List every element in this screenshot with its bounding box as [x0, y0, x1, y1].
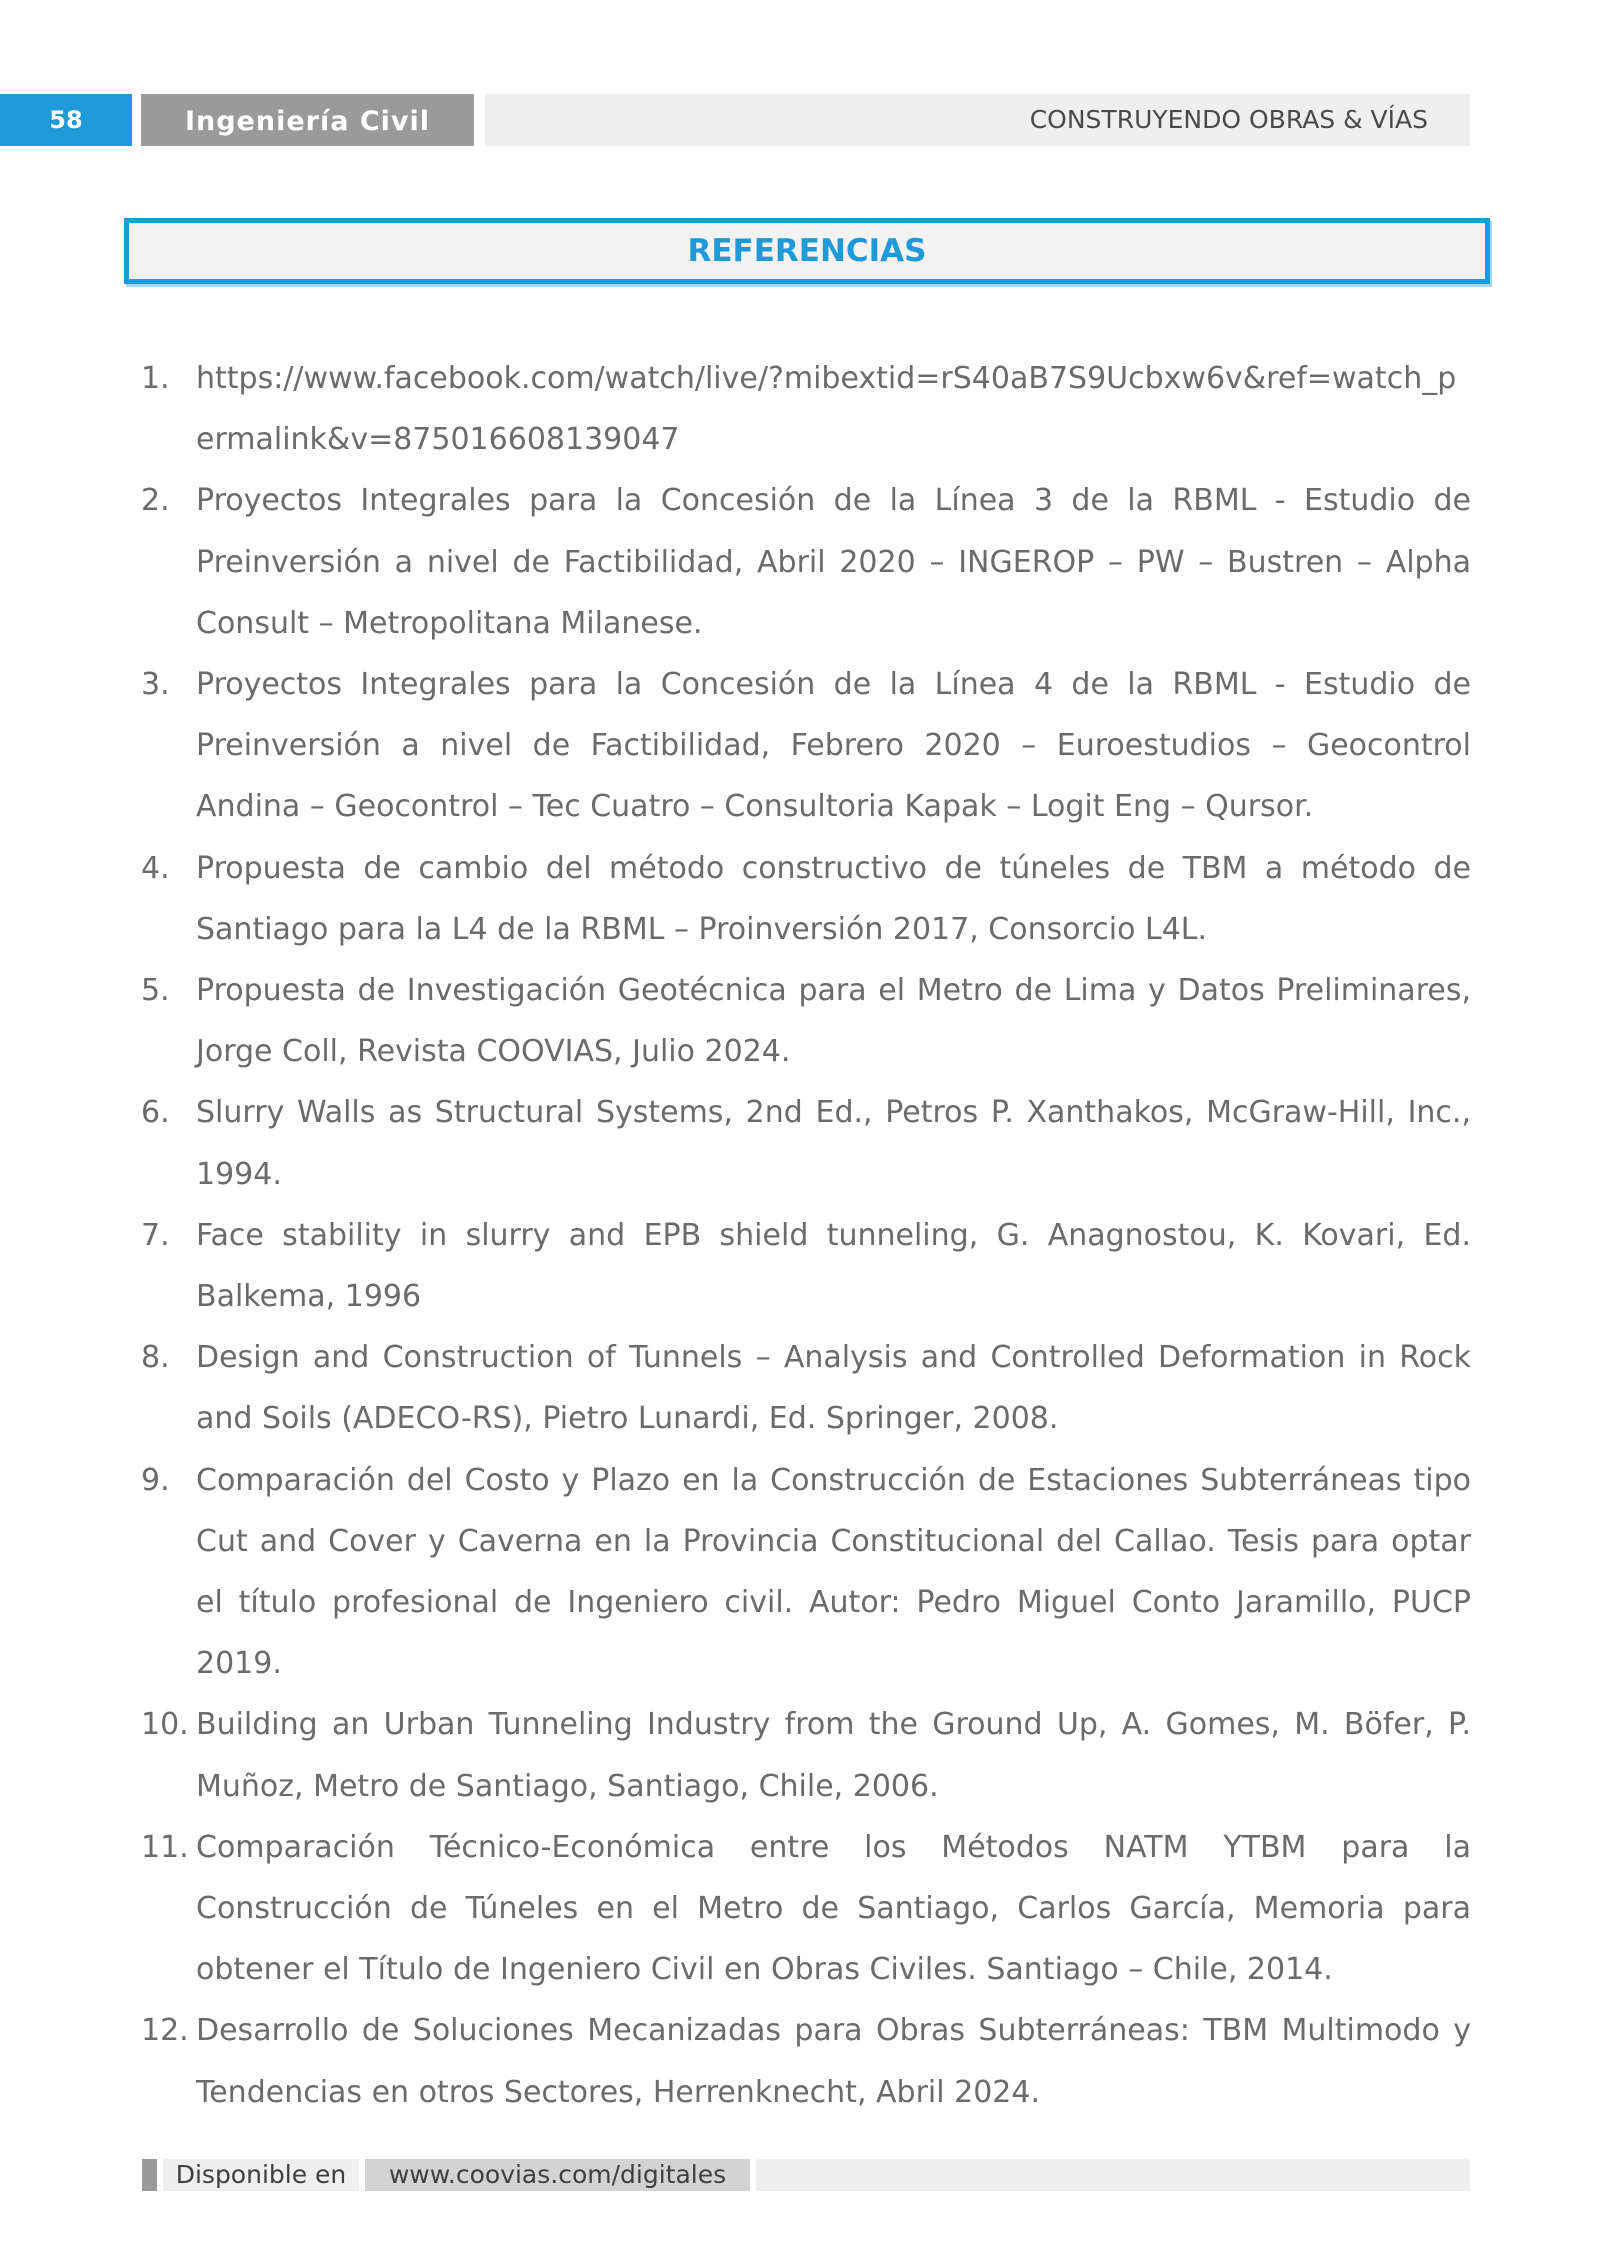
- reference-number: 10.: [141, 1707, 189, 1743]
- reference-number: 6.: [141, 1095, 170, 1131]
- section-label: Ingeniería Civil: [141, 94, 474, 146]
- reference-number: 2.: [141, 483, 170, 519]
- reference-text: Comparación del Costo y Plazo en la Construcción de Estaciones Subterráneas tipo Cut and Cover y Caverna en la Provincia Constitucional del Callao. Tesis para optar el título profesional de Ingeniero civil. Autor: Pedro Miguel Conto Jaramillo, PUCP 2019.: [196, 1462, 1471, 1682]
- reference-text: Proyectos Integrales para la Concesión de la Línea 3 de la RBML - Estudio de Preinversión a nivel de Factibilidad, Abril 2020 – INGEROP – PW – Bustren – Alpha Consult – Metropolitana Milanese.: [196, 483, 1471, 641]
- reference-text: Design and Construction of Tunnels – Analysis and Controlled Deformation in Rock and Soils (ADECO-RS), Pietro Lunardi, Ed. Springer, 2008.: [196, 1340, 1471, 1437]
- reference-text: Desarrollo de Soluciones Mecanizadas para Obras Subterráneas: TBM Multimodo y Tendencias en otros Sectores, Herrenknecht, Abril 2024.: [196, 2013, 1471, 2110]
- page-number: 58: [0, 94, 132, 146]
- reference-item: [135, 1205, 1471, 1327]
- reference-number: 8.: [141, 1340, 170, 1376]
- reference-number: 5.: [141, 973, 170, 1009]
- reference-number: 3.: [141, 667, 170, 703]
- reference-item: [135, 1327, 1471, 1449]
- reference-item: [135, 1817, 1471, 2001]
- reference-item: [135, 838, 1471, 960]
- reference-item: [135, 348, 1471, 470]
- reference-text: Comparación Técnico-Económica entre los Métodos NATM YTBM para la Construcción de Túneles en el Metro de Santiago, Carlos García, Memoria para obtener el Título de Ingeniero Civil en Obras Civiles. Santiago – Chile, 2014.: [196, 1829, 1471, 1988]
- reference-item: [135, 1082, 1471, 1204]
- reference-item: [135, 654, 1471, 838]
- reference-text: Building an Urban Tunneling Industry from the Ground Up, A. Gomes, M. Böfer, P. Muñoz, Metro de Santiago, Santiago, Chile, 2006.: [196, 1707, 1471, 1804]
- footer-bar: [756, 2159, 1470, 2191]
- references-list: [135, 348, 1471, 2123]
- reference-item: [135, 1450, 1471, 1695]
- reference-item: [135, 960, 1471, 1082]
- reference-text: https://www.facebook.com/watch/live/?mibextid=rS40aB7S9Ucbxw6v&ref=watch_permalink&v=875016608139047: [196, 361, 1457, 458]
- reference-item: [135, 1694, 1471, 1816]
- reference-text: Propuesta de cambio del método constructivo de túneles de TBM a método de Santiago para la L4 de la RBML – Proinversión 2017, Consorcio L4L.: [196, 850, 1471, 947]
- magazine-title: CONSTRUYENDO OBRAS & VÍAS: [485, 94, 1470, 146]
- reference-number: 7.: [141, 1217, 170, 1253]
- reference-text: Face stability in slurry and EPB shield tunneling, G. Anagnostou, K. Kovari, Ed. Balkema, 1996: [196, 1217, 1471, 1315]
- reference-text: Propuesta de Investigación Geotécnica para el Metro de Lima y Datos Preliminares, Jorge Coll, Revista COOVIAS, Julio 2024.: [196, 973, 1471, 1070]
- footer-accent-bar: [142, 2159, 157, 2191]
- reference-number: 4.: [141, 850, 170, 886]
- reference-number: 12.: [141, 2013, 189, 2049]
- reference-item: [135, 2000, 1471, 2122]
- footer-url[interactable]: www.coovias.com/digitales: [365, 2159, 750, 2191]
- references-title: REFERENCIAS: [124, 218, 1490, 284]
- reference-item: [135, 470, 1471, 654]
- reference-text: Slurry Walls as Structural Systems, 2nd Ed., Petros P. Xanthakos, McGraw-Hill, Inc., 1994.: [196, 1095, 1471, 1192]
- reference-number: 1.: [141, 361, 170, 396]
- reference-text: Proyectos Integrales para la Concesión de la Línea 4 de la RBML - Estudio de Preinversión a nivel de Factibilidad, Febrero 2020 – Euroestudios – Geocontrol Andina – Geocontrol – Tec Cuatro – Consultoria Kapak – Logit Eng – Qursor.: [196, 667, 1471, 825]
- reference-number: 9.: [141, 1462, 170, 1498]
- reference-number: 11.: [141, 1829, 189, 1865]
- footer-label: Disponible en: [163, 2159, 359, 2191]
